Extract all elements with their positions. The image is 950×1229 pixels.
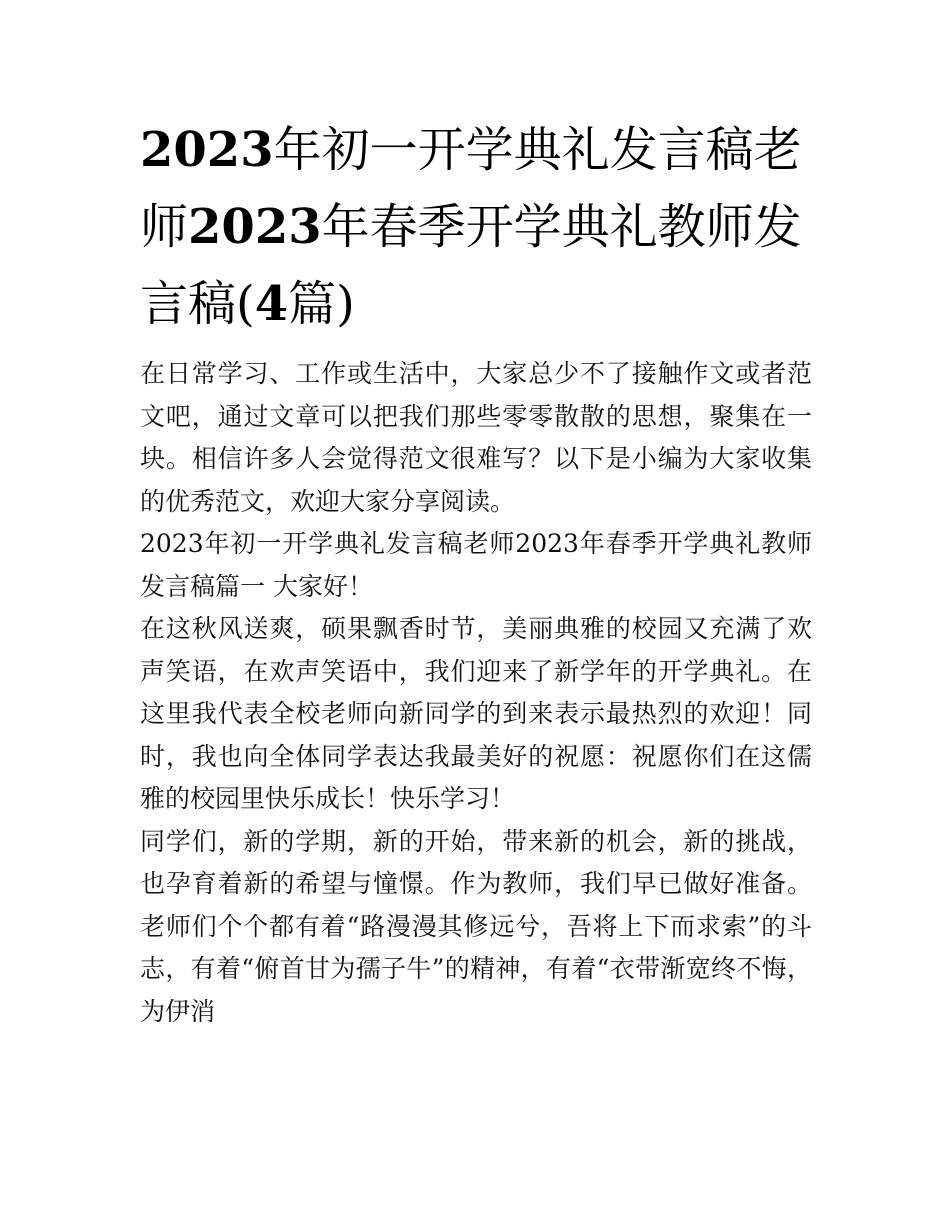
document-title: 2023年初一开学典礼发言稿老师2023年春季开学典礼教师发言稿(4篇) (140, 122, 802, 332)
paragraph: 在日常学习、工作或生活中，大家总少不了接触作文或者范文吧，通过文章可以把我们那些零零散散的思想，聚集在一块。相信许多人会觉得范文很难写？以下是小编为大家收集的优秀范文，欢迎大家分享阅读。 (140, 359, 812, 516)
paragraph: 在这秋风送爽，硕果飘香时节，美丽典雅的校园又充满了欢声笑语，在欢声笑语中，我们迎来了新学年的开学典礼。在这里我代表全校老师向新同学的到来表示最热烈的欢迎！同时，我也向全体同学表达我最美好的祝愿：祝愿你们在这儒雅的校园里快乐成长！快乐学习！ (140, 614, 812, 813)
document-page (140, 112, 812, 1033)
paragraph: 2023年初一开学典礼发言稿老师2023年春季开学典礼教师发言稿篇一 大家好！ (140, 529, 812, 601)
paragraph: 同学们，新的学期，新的开始，带来新的机会，新的挑战，也孕育着新的希望与憧憬。作为教师，我们早已做好准备。老师们个个都有着“路漫漫其修远兮，吾将上下而求索”的斗志，有着“俯首甘为孺子牛”的精神，有着“衣带渐宽终不悔，为伊消 (140, 826, 812, 1026)
document-body (140, 353, 812, 1033)
